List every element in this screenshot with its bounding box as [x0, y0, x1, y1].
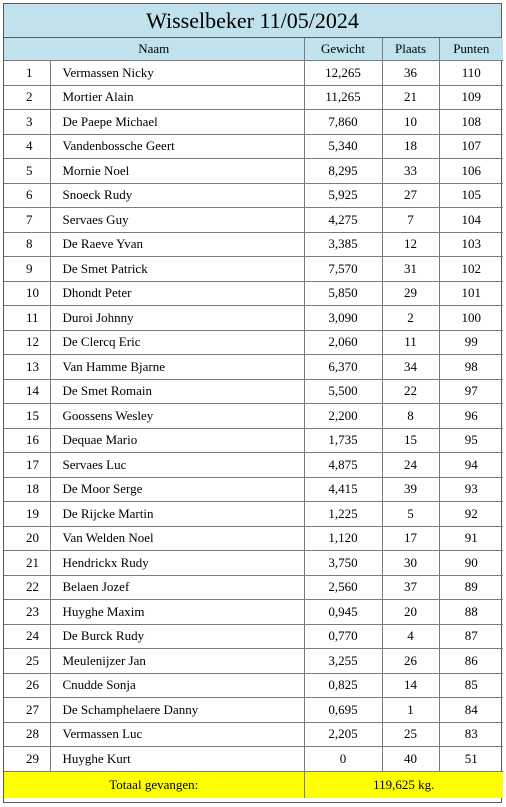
place-cell: 40	[382, 747, 439, 772]
weight-cell: 0,945	[304, 600, 382, 625]
name-cell: Mortier Alain	[50, 85, 304, 110]
rank-cell: 24	[4, 624, 50, 649]
table-row	[4, 453, 503, 478]
rank-cell: 10	[4, 281, 50, 306]
table-row	[4, 134, 503, 159]
table-row	[4, 232, 503, 257]
rank-cell: 6	[4, 183, 50, 208]
rank-cell: 2	[4, 85, 50, 110]
weight-cell: 0,825	[304, 673, 382, 698]
table-row	[4, 110, 503, 135]
place-cell: 11	[382, 330, 439, 355]
rank-cell: 25	[4, 649, 50, 674]
table-row	[4, 551, 503, 576]
weight-cell: 11,265	[304, 85, 382, 110]
table-row	[4, 330, 503, 355]
table-row	[4, 624, 503, 649]
results-table	[4, 38, 503, 798]
name-cell: Belaen Jozef	[50, 575, 304, 600]
points-cell: 87	[439, 624, 503, 649]
points-cell: 110	[439, 61, 503, 86]
weight-cell: 5,925	[304, 183, 382, 208]
place-cell: 7	[382, 208, 439, 233]
rank-cell: 15	[4, 404, 50, 429]
name-cell: De Smet Patrick	[50, 257, 304, 282]
weight-cell: 7,860	[304, 110, 382, 135]
total-value: 119,625 kg.	[304, 771, 503, 798]
points-cell: 89	[439, 575, 503, 600]
weight-cell: 8,295	[304, 159, 382, 184]
weight-cell: 0,770	[304, 624, 382, 649]
weight-cell: 5,340	[304, 134, 382, 159]
results-sheet	[3, 3, 502, 803]
name-cell: De Paepe Michael	[50, 110, 304, 135]
name-cell: Servaes Guy	[50, 208, 304, 233]
name-cell: Vandenbossche Geert	[50, 134, 304, 159]
name-cell: Goossens Wesley	[50, 404, 304, 429]
place-cell: 34	[382, 355, 439, 380]
points-cell: 103	[439, 232, 503, 257]
table-row	[4, 61, 503, 86]
rank-cell: 4	[4, 134, 50, 159]
table-row	[4, 526, 503, 551]
points-cell: 101	[439, 281, 503, 306]
points-cell: 99	[439, 330, 503, 355]
table-row	[4, 85, 503, 110]
table-body	[4, 61, 503, 772]
rank-cell: 13	[4, 355, 50, 380]
weight-cell: 2,560	[304, 575, 382, 600]
rank-cell: 14	[4, 379, 50, 404]
points-cell: 96	[439, 404, 503, 429]
place-cell: 18	[382, 134, 439, 159]
rank-cell: 16	[4, 428, 50, 453]
name-cell: Dhondt Peter	[50, 281, 304, 306]
weight-cell: 4,415	[304, 477, 382, 502]
column-header-punten: Punten	[439, 38, 503, 61]
rank-cell: 9	[4, 257, 50, 282]
place-cell: 29	[382, 281, 439, 306]
rank-cell: 20	[4, 526, 50, 551]
place-cell: 12	[382, 232, 439, 257]
place-cell: 4	[382, 624, 439, 649]
place-cell: 2	[382, 306, 439, 331]
name-cell: De Burck Rudy	[50, 624, 304, 649]
name-cell: Mornie Noel	[50, 159, 304, 184]
points-cell: 85	[439, 673, 503, 698]
name-cell: Vermassen Luc	[50, 722, 304, 747]
weight-cell: 3,255	[304, 649, 382, 674]
name-cell: Vermassen Nicky	[50, 61, 304, 86]
weight-cell: 3,750	[304, 551, 382, 576]
name-cell: De Schamphelaere Danny	[50, 698, 304, 723]
table-row	[4, 747, 503, 772]
place-cell: 14	[382, 673, 439, 698]
place-cell: 39	[382, 477, 439, 502]
table-row	[4, 379, 503, 404]
name-cell: De Rijcke Martin	[50, 502, 304, 527]
weight-cell: 0,695	[304, 698, 382, 723]
points-cell: 109	[439, 85, 503, 110]
place-cell: 36	[382, 61, 439, 86]
weight-cell: 7,570	[304, 257, 382, 282]
weight-cell: 2,205	[304, 722, 382, 747]
column-header-plaats: Plaats	[382, 38, 439, 61]
table-row	[4, 477, 503, 502]
table-row	[4, 698, 503, 723]
table-header-row	[4, 38, 503, 61]
rank-cell: 7	[4, 208, 50, 233]
rank-cell: 23	[4, 600, 50, 625]
name-cell: Huyghe Maxim	[50, 600, 304, 625]
place-cell: 27	[382, 183, 439, 208]
total-row	[4, 771, 503, 798]
place-cell: 30	[382, 551, 439, 576]
rank-cell: 22	[4, 575, 50, 600]
points-cell: 88	[439, 600, 503, 625]
place-cell: 22	[382, 379, 439, 404]
table-row	[4, 257, 503, 282]
points-cell: 108	[439, 110, 503, 135]
points-cell: 98	[439, 355, 503, 380]
weight-cell: 5,850	[304, 281, 382, 306]
place-cell: 17	[382, 526, 439, 551]
weight-cell: 4,875	[304, 453, 382, 478]
points-cell: 106	[439, 159, 503, 184]
weight-cell: 6,370	[304, 355, 382, 380]
place-cell: 31	[382, 257, 439, 282]
column-header-naam: Naam	[4, 38, 304, 61]
table-row	[4, 281, 503, 306]
table-row	[4, 673, 503, 698]
points-cell: 94	[439, 453, 503, 478]
place-cell: 33	[382, 159, 439, 184]
rank-cell: 1	[4, 61, 50, 86]
weight-cell: 5,500	[304, 379, 382, 404]
points-cell: 86	[439, 649, 503, 674]
weight-cell: 4,275	[304, 208, 382, 233]
place-cell: 10	[382, 110, 439, 135]
name-cell: Van Welden Noel	[50, 526, 304, 551]
rank-cell: 18	[4, 477, 50, 502]
table-row	[4, 306, 503, 331]
table-row	[4, 502, 503, 527]
points-cell: 107	[439, 134, 503, 159]
weight-cell: 1,735	[304, 428, 382, 453]
place-cell: 25	[382, 722, 439, 747]
points-cell: 84	[439, 698, 503, 723]
rank-cell: 26	[4, 673, 50, 698]
points-cell: 95	[439, 428, 503, 453]
place-cell: 8	[382, 404, 439, 429]
weight-cell: 1,225	[304, 502, 382, 527]
table-row	[4, 208, 503, 233]
place-cell: 24	[382, 453, 439, 478]
rank-cell: 28	[4, 722, 50, 747]
weight-cell: 3,385	[304, 232, 382, 257]
points-cell: 51	[439, 747, 503, 772]
name-cell: Cnudde Sonja	[50, 673, 304, 698]
name-cell: De Smet Romain	[50, 379, 304, 404]
points-cell: 104	[439, 208, 503, 233]
weight-cell: 0	[304, 747, 382, 772]
table-row	[4, 600, 503, 625]
rank-cell: 3	[4, 110, 50, 135]
points-cell: 102	[439, 257, 503, 282]
name-cell: Servaes Luc	[50, 453, 304, 478]
rank-cell: 17	[4, 453, 50, 478]
table-row	[4, 428, 503, 453]
total-label: Totaal gevangen:	[4, 771, 304, 798]
table-row	[4, 183, 503, 208]
place-cell: 15	[382, 428, 439, 453]
place-cell: 37	[382, 575, 439, 600]
name-cell: Meulenijzer Jan	[50, 649, 304, 674]
name-cell: Van Hamme Bjarne	[50, 355, 304, 380]
points-cell: 90	[439, 551, 503, 576]
rank-cell: 27	[4, 698, 50, 723]
weight-cell: 12,265	[304, 61, 382, 86]
weight-cell: 2,200	[304, 404, 382, 429]
table-row	[4, 649, 503, 674]
rank-cell: 11	[4, 306, 50, 331]
points-cell: 100	[439, 306, 503, 331]
page-title: Wisselbeker 11/05/2024	[4, 4, 501, 38]
name-cell: De Moor Serge	[50, 477, 304, 502]
column-header-gewicht: Gewicht	[304, 38, 382, 61]
weight-cell: 2,060	[304, 330, 382, 355]
table-row	[4, 355, 503, 380]
place-cell: 21	[382, 85, 439, 110]
rank-cell: 12	[4, 330, 50, 355]
weight-cell: 3,090	[304, 306, 382, 331]
weight-cell: 1,120	[304, 526, 382, 551]
place-cell: 26	[382, 649, 439, 674]
name-cell: Hendrickx Rudy	[50, 551, 304, 576]
place-cell: 1	[382, 698, 439, 723]
name-cell: Duroi Johnny	[50, 306, 304, 331]
place-cell: 20	[382, 600, 439, 625]
rank-cell: 5	[4, 159, 50, 184]
points-cell: 105	[439, 183, 503, 208]
table-row	[4, 159, 503, 184]
points-cell: 97	[439, 379, 503, 404]
name-cell: Snoeck Rudy	[50, 183, 304, 208]
rank-cell: 19	[4, 502, 50, 527]
name-cell: Dequae Mario	[50, 428, 304, 453]
table-row	[4, 575, 503, 600]
rank-cell: 21	[4, 551, 50, 576]
rank-cell: 29	[4, 747, 50, 772]
points-cell: 83	[439, 722, 503, 747]
name-cell: De Clercq Eric	[50, 330, 304, 355]
name-cell: Huyghe Kurt	[50, 747, 304, 772]
points-cell: 93	[439, 477, 503, 502]
points-cell: 91	[439, 526, 503, 551]
rank-cell: 8	[4, 232, 50, 257]
place-cell: 5	[382, 502, 439, 527]
name-cell: De Raeve Yvan	[50, 232, 304, 257]
points-cell: 92	[439, 502, 503, 527]
table-row	[4, 404, 503, 429]
table-row	[4, 722, 503, 747]
